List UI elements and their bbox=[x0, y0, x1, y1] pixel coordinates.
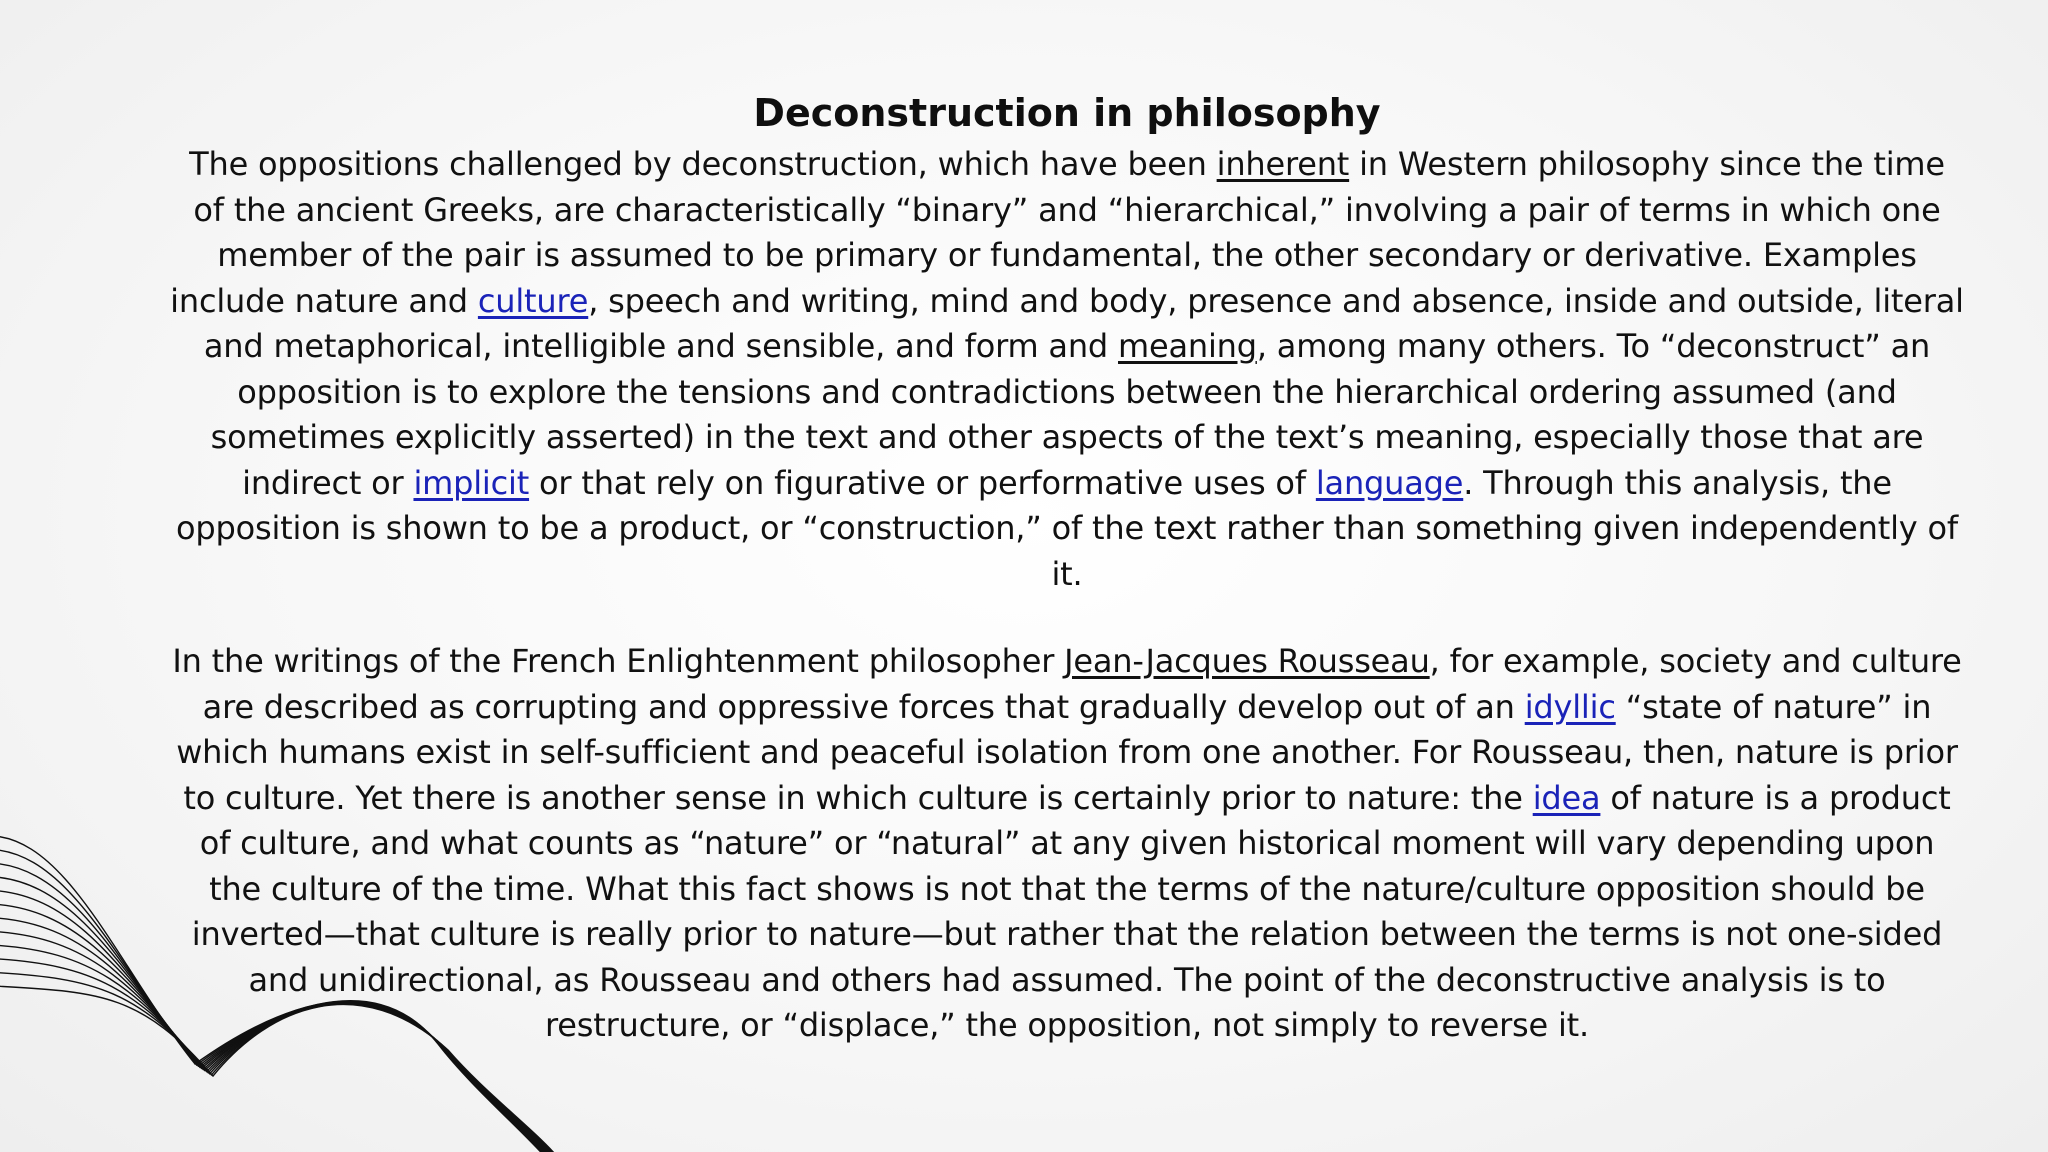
link-idyllic[interactable]: idyllic bbox=[1524, 687, 1616, 726]
paragraph-1-text-1: The oppositions challenged by deconstruction, which have been bbox=[189, 145, 1217, 183]
term-jean-jacques-rousseau[interactable]: Jean-Jacques Rousseau bbox=[1064, 642, 1430, 680]
paragraph-1-text-4: , among many others. To “deconstruct” an opposition is to explore the tensions and contradictions between the hierarchical ordering assumed (and sometimes explicitly asserted) in the text and other aspects of the text’s meaning, especially those that are indirect or bbox=[210, 327, 1931, 502]
paragraph-2-text-1: In the writings of the French Enlightenment philosopher bbox=[172, 642, 1065, 680]
term-inherent[interactable]: inherent bbox=[1216, 145, 1350, 183]
paragraph-1-text-2: in Western philosophy since the time of the ancient Greeks, are characteristically “binary” and “hierarchical,” involving a pair of terms in which one member of the pair is assumed to be primary or fundamental, the other secondary or derivative. Examples include nature and bbox=[170, 145, 1945, 320]
slide-content bbox=[170, 84, 1964, 1049]
paragraph-2-text-4: of nature is a product of culture, and what counts as “nature” or “natural” at any given historical moment will vary depending upon the culture of the time. What this fact shows is not that the terms of the nature/culture opposition should be inverted—that culture is really prior to nature—but rather that the relation between the terms is not one-sided and unidirectional, as Rousseau and others had assumed. The point of the deconstructive analysis is to restructure, or “displace,” the opposition, not simply to reverse it. bbox=[191, 778, 1951, 1044]
slide-title: Deconstruction in philosophy bbox=[753, 91, 1381, 135]
paragraph-1-text-6: . Through this analysis, the opposition is shown to be a product, or “construction,” of the text rather than something given independently of it. bbox=[176, 463, 1958, 593]
paragraph-2-text-2: , for example, society and culture are described as corrupting and oppressive forces that gradually develop out of an bbox=[202, 642, 1962, 726]
paragraph-1-text-5: or that rely on figurative or performative uses of bbox=[529, 463, 1316, 502]
term-meaning[interactable]: meaning bbox=[1118, 327, 1257, 365]
paragraph-1 bbox=[170, 142, 1964, 597]
link-implicit[interactable]: implicit bbox=[413, 463, 530, 502]
paragraph-2-text-3: “state of nature” in which humans exist in self-sufficient and peaceful isolation from one another. For Rousseau, then, nature is prior to culture. Yet there is another sense in which culture is certainly prior to nature: the bbox=[176, 687, 1958, 817]
link-idea[interactable]: idea bbox=[1532, 778, 1601, 817]
link-culture[interactable]: culture bbox=[477, 281, 589, 320]
paragraph-2 bbox=[170, 639, 1964, 1049]
link-language[interactable]: language bbox=[1315, 463, 1464, 502]
paragraph-1-text-3: , speech and writing, mind and body, presence and absence, inside and outside, literal and metaphorical, intelligible and sensible, and form and bbox=[203, 281, 1964, 365]
